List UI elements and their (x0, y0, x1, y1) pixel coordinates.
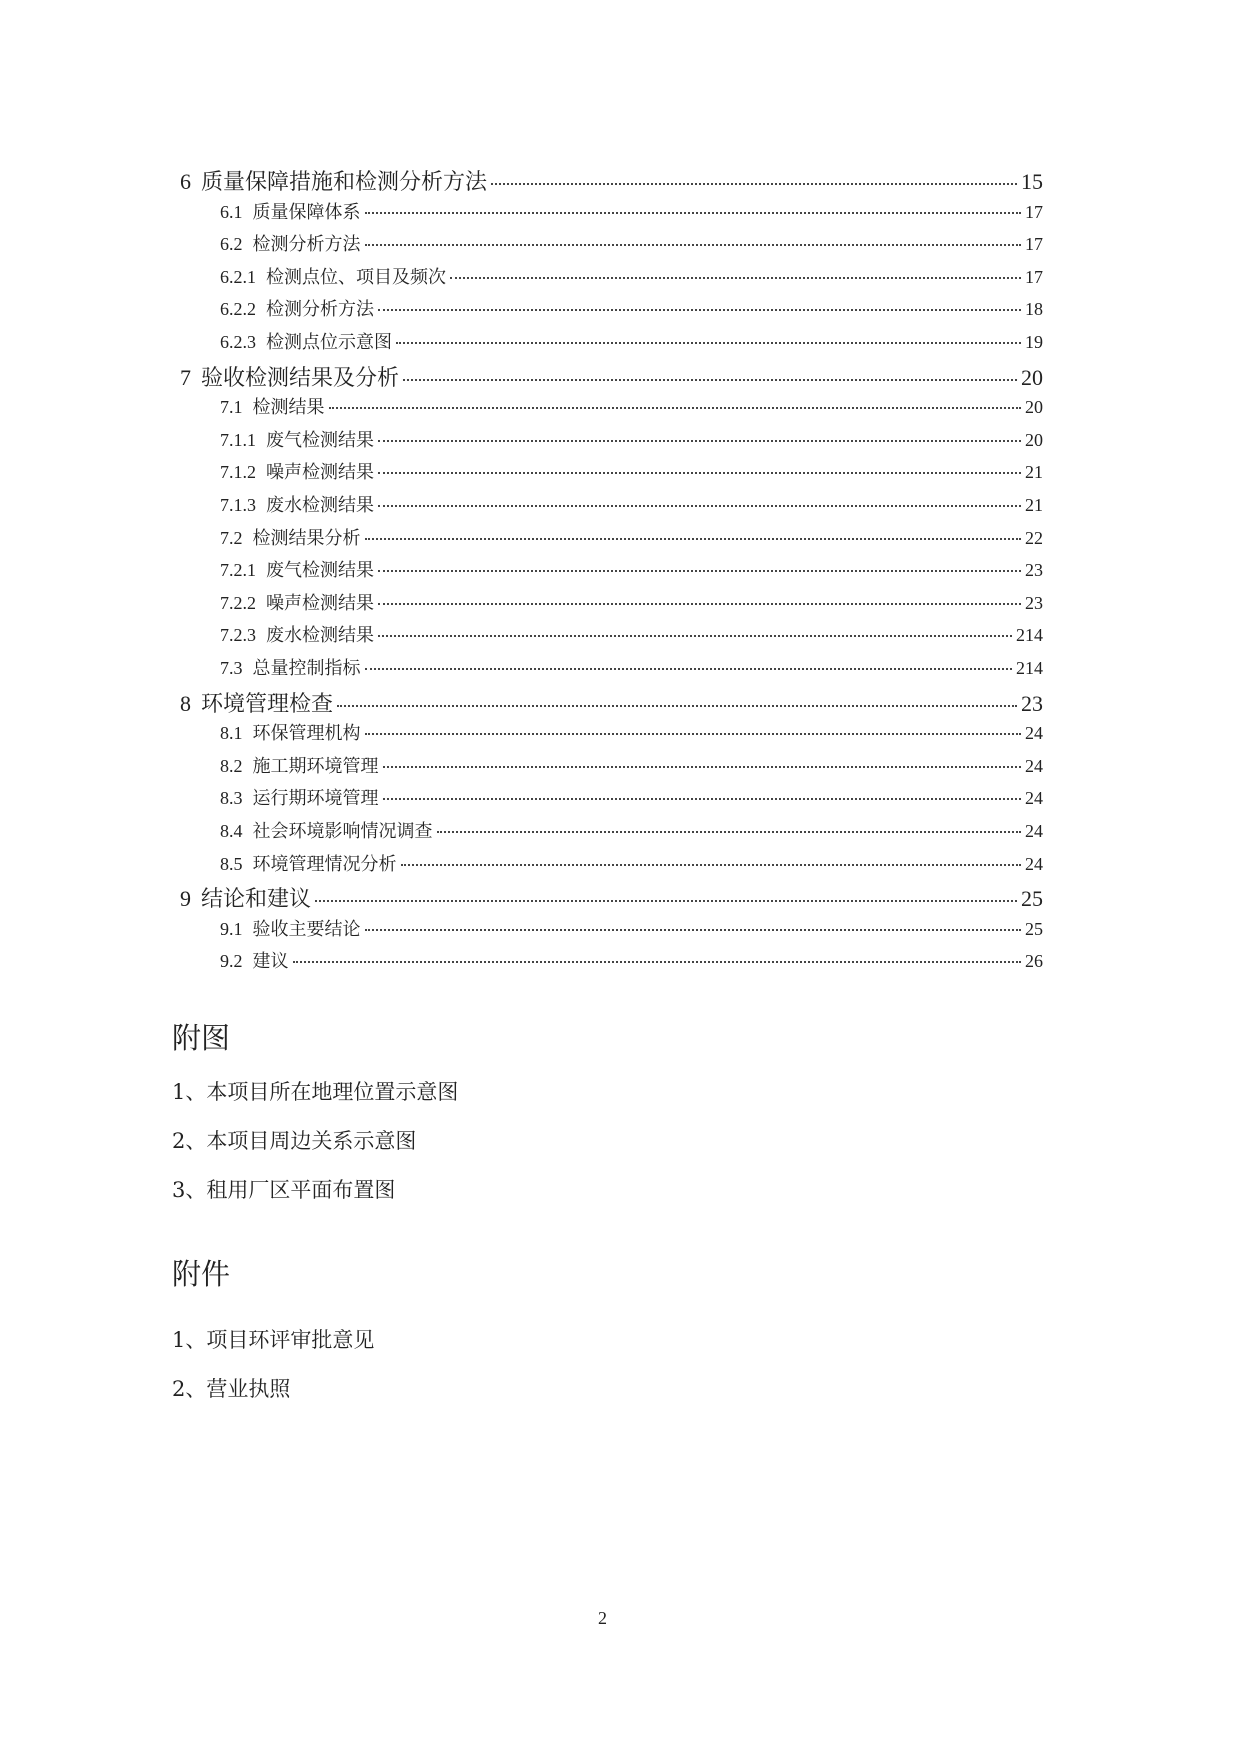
toc-entry-page: 21 (1025, 462, 1043, 483)
toc-leader (365, 929, 1022, 931)
toc-leader (378, 570, 1021, 572)
toc-entry-number: 8.5 (220, 853, 243, 874)
toc-entry-title: 施工期环境管理 (252, 755, 379, 777)
toc-entry[interactable] (220, 947, 1043, 979)
toc-leader (365, 244, 1022, 246)
toc-entry-number: 6.2.2 (220, 299, 256, 320)
toc-entry-number: 7.3 (220, 658, 243, 678)
toc-leader (378, 309, 1021, 311)
toc-entry-number: 7 (180, 364, 191, 390)
toc-entry-page: 22 (1025, 527, 1043, 548)
toc-entry[interactable] (180, 165, 1043, 197)
toc-entry-page: 23 (1021, 690, 1043, 716)
toc-entry[interactable] (220, 621, 1043, 653)
toc-entry[interactable] (220, 719, 1043, 751)
toc-entry-page: 24 (1025, 788, 1043, 809)
toc-entry-title: 社会环境影响情况调查 (252, 821, 433, 842)
toc-entry-number: 6.2 (220, 234, 243, 255)
toc-entry-number: 7.2.3 (220, 625, 256, 646)
toc-entry[interactable] (180, 361, 1043, 393)
toc-leader (365, 668, 1013, 670)
toc-entry-title: 总量控制指标 (252, 658, 361, 679)
toc-entry-title: 环境管理情况分析 (252, 853, 397, 875)
toc-entry[interactable] (220, 915, 1043, 947)
toc-entry-title: 噪声检测结果 (266, 592, 374, 614)
toc-entry-title: 环境管理检查 (201, 691, 334, 717)
toc-entry[interactable] (220, 458, 1043, 490)
figure-item: 2、本项目周边关系示意图 (172, 1129, 417, 1153)
toc-entry-page: 20 (1025, 397, 1043, 418)
toc-entry-title: 验收主要结论 (252, 918, 361, 940)
toc-leader (450, 277, 1021, 279)
toc-entry-title: 检测点位示意图 (266, 332, 392, 353)
toc-entry-number: 9.2 (220, 951, 243, 972)
toc-entry-number: 7.1.3 (220, 495, 256, 515)
toc-leader (491, 183, 1017, 185)
toc-leader (378, 603, 1021, 605)
toc-entry-number: 7.1 (220, 397, 243, 418)
toc-leader (329, 407, 1022, 409)
toc-entry-number: 8.1 (220, 723, 243, 744)
toc-entry[interactable] (220, 426, 1043, 458)
toc-entry-number: 7.2 (220, 527, 243, 548)
toc-entry-number: 6.2.1 (220, 266, 256, 287)
toc-leader (383, 798, 1022, 800)
toc-entry-title: 检测分析方法 (252, 234, 361, 256)
toc-entry-title: 废气检测结果 (266, 560, 374, 582)
toc-entry-page: 17 (1025, 201, 1043, 222)
toc-entry-page: 20 (1025, 429, 1043, 450)
toc-leader (378, 635, 1012, 637)
toc-entry[interactable] (220, 850, 1043, 882)
toc-leader (396, 342, 1021, 344)
toc-entry-page: 26 (1025, 951, 1043, 972)
toc-entry[interactable] (220, 328, 1043, 360)
toc-entry-title: 质量保障体系 (252, 201, 361, 223)
toc-entry-number: 7.1.1 (220, 429, 256, 450)
toc-entry[interactable] (220, 654, 1043, 686)
toc-entry-number: 8.4 (220, 821, 243, 841)
toc-entry-title: 废水检测结果 (266, 495, 374, 516)
toc-entry-page: 214 (1016, 625, 1043, 646)
toc-entry-number: 7.2.1 (220, 560, 256, 581)
toc-entry-number: 8.3 (220, 788, 243, 809)
toc-entry-title: 废气检测结果 (266, 429, 374, 451)
toc-entry-number: 7.1.2 (220, 462, 256, 483)
toc-entry[interactable] (220, 263, 1043, 295)
toc-entry-title: 检测分析方法 (266, 299, 374, 321)
toc-entry-title: 结论和建议 (201, 887, 312, 913)
toc-leader (365, 733, 1022, 735)
toc-entry-number: 7.2.2 (220, 592, 256, 613)
toc-leader (437, 831, 1022, 833)
attachment-item: 2、营业执照 (172, 1377, 291, 1401)
toc-entry-page: 23 (1025, 592, 1043, 613)
toc-entry[interactable] (220, 524, 1043, 556)
toc-entry[interactable] (220, 295, 1043, 327)
toc-entry-page: 21 (1025, 495, 1043, 515)
toc-entry-page: 24 (1025, 723, 1043, 744)
toc-leader (337, 705, 1017, 707)
toc-entry-page: 19 (1025, 332, 1043, 352)
figure-item: 3、租用厂区平面布置图 (172, 1178, 396, 1202)
toc-leader (378, 505, 1021, 507)
toc-entry-page: 25 (1021, 886, 1043, 912)
toc-entry-title: 验收检测结果及分析 (201, 365, 400, 391)
toc-entry-title: 建议 (252, 951, 289, 973)
toc-entry-number: 6.2.3 (220, 332, 256, 352)
toc-entry-page: 17 (1025, 266, 1043, 287)
toc-entry-title: 噪声检测结果 (266, 462, 374, 484)
toc-leader (315, 900, 1017, 902)
toc-entry-number: 9 (180, 886, 191, 912)
toc-leader (378, 440, 1021, 442)
attachment-item: 1、项目环评审批意见 (172, 1328, 375, 1352)
toc-entry-page: 25 (1025, 918, 1043, 939)
toc-entry[interactable] (220, 393, 1043, 425)
toc-entry-number: 8 (180, 690, 191, 716)
toc-entry-page: 18 (1025, 299, 1043, 320)
toc-entry-title: 检测结果分析 (252, 527, 361, 549)
toc-leader (293, 961, 1022, 963)
toc-entry[interactable] (220, 556, 1043, 588)
toc-entry-page: 214 (1016, 658, 1043, 678)
toc-entry[interactable] (220, 784, 1043, 816)
toc-entry-number: 8.2 (220, 755, 243, 776)
toc-entry-number: 9.1 (220, 918, 243, 939)
toc-leader (378, 472, 1021, 474)
page-number: 2 (598, 1608, 607, 1628)
toc-leader (403, 379, 1017, 381)
toc-entry[interactable] (220, 817, 1043, 849)
toc-entry[interactable] (220, 752, 1043, 784)
toc-entry-title: 环保管理机构 (252, 723, 361, 745)
toc-entry[interactable] (180, 687, 1043, 719)
toc-entry-title: 废水检测结果 (266, 625, 374, 647)
toc-entry-page: 17 (1025, 234, 1043, 255)
toc-entry-page: 23 (1025, 560, 1043, 581)
toc-leader (365, 212, 1022, 214)
toc-entry[interactable] (220, 589, 1043, 621)
toc-leader (383, 766, 1022, 768)
toc-leader (365, 538, 1022, 540)
toc-entry-number: 6 (180, 169, 191, 194)
toc-entry-title: 运行期环境管理 (252, 788, 379, 810)
figures-heading: 附图 (172, 1021, 231, 1055)
toc-entry[interactable] (220, 491, 1043, 523)
toc-entry[interactable] (220, 230, 1043, 262)
toc-entry-title: 检测结果 (252, 397, 325, 419)
toc-entry-page: 24 (1025, 821, 1043, 841)
toc-entry-page: 20 (1021, 364, 1043, 390)
attachments-heading: 附件 (172, 1257, 231, 1291)
toc-entry[interactable] (220, 198, 1043, 230)
toc-leader (401, 864, 1022, 866)
toc-entry-page: 24 (1025, 853, 1043, 874)
toc-entry[interactable] (180, 882, 1043, 914)
toc-entry-page: 15 (1021, 169, 1043, 194)
toc-entry-number: 6.1 (220, 201, 243, 222)
toc-entry-title: 质量保障措施和检测分析方法 (201, 170, 488, 195)
toc-entry-page: 24 (1025, 755, 1043, 776)
toc-entry-title: 检测点位、项目及频次 (266, 266, 446, 288)
figure-item: 1、本项目所在地理位置示意图 (172, 1080, 459, 1104)
